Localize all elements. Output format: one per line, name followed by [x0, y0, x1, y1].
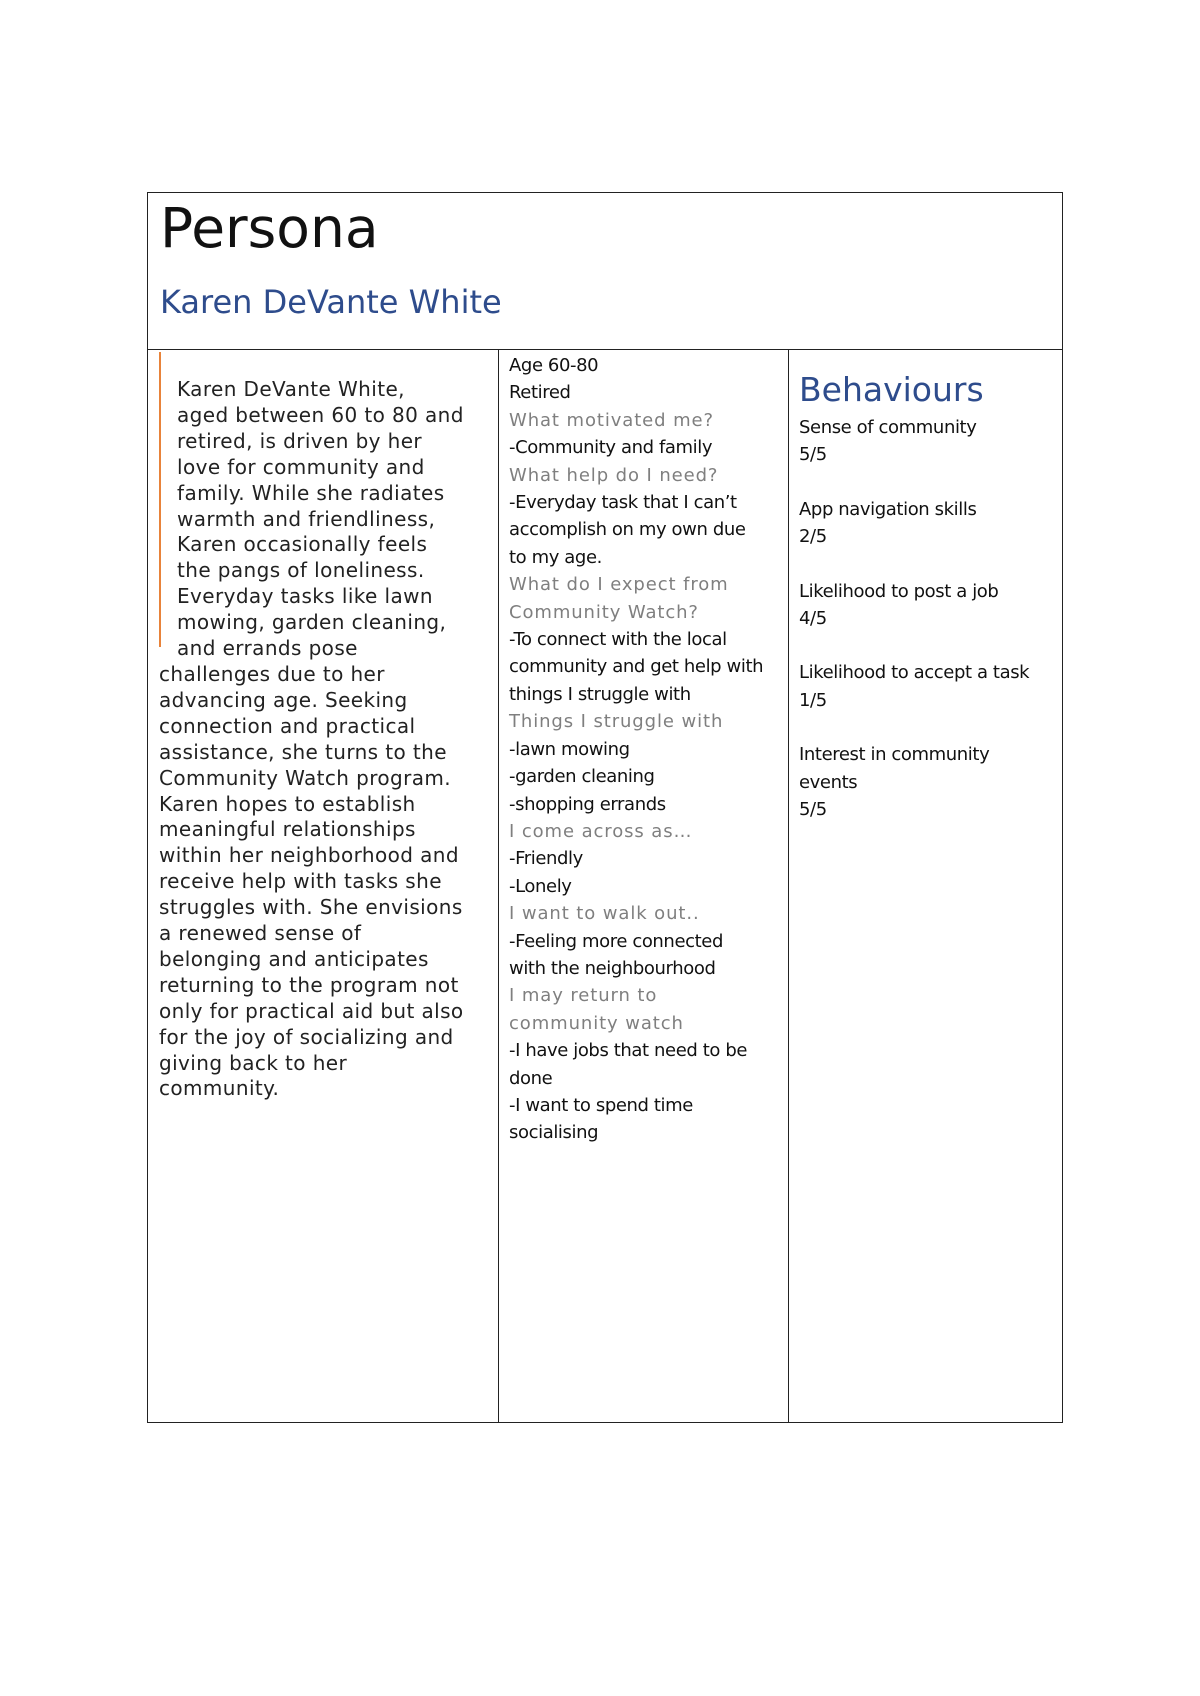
bio-line: giving back to her [159, 1050, 348, 1075]
bio-line: warmth and friendliness, [177, 506, 436, 531]
bio-line: retired, is driven by her [177, 428, 423, 453]
behaviour-score: 5/5 [799, 444, 827, 466]
bio-line: belonging and anticipates [159, 946, 429, 971]
bio-line: Karen hopes to establish [159, 791, 416, 816]
persona-name: Karen DeVante White [160, 283, 502, 321]
bio-line: connection and practical [159, 713, 416, 738]
detail-line: -lawn mowing [509, 738, 630, 760]
behaviour-score: 2/5 [799, 526, 827, 548]
detail-heading: I want to walk out.. [509, 903, 700, 925]
behaviour-score: 5/5 [799, 799, 827, 821]
bio-line: Community Watch program. [159, 765, 452, 790]
detail-line: -Feeling more connected [509, 930, 723, 952]
bio-line: and errands pose [177, 636, 358, 661]
bio-line: receive help with tasks she [159, 869, 442, 894]
detail-line: -To connect with the local [509, 629, 727, 651]
behaviour-label: events [799, 771, 858, 793]
detail-heading: community watch [509, 1012, 684, 1034]
behaviour-label: Likelihood to post a job [799, 580, 999, 602]
behaviour-item [799, 414, 1029, 469]
detail-heading: What help do I need? [509, 464, 719, 486]
bio-line: meaningful relationships [159, 817, 416, 842]
detail-line: -Community and family [509, 437, 713, 459]
bio-column [148, 350, 499, 1422]
bio-line: struggles with. She envisions [159, 895, 463, 920]
bio-line: advancing age. Seeking [159, 687, 408, 712]
bio-line: the pangs of loneliness. [177, 558, 425, 583]
bio-line: a renewed sense of [159, 921, 362, 946]
bio-line: Everyday tasks like lawn [177, 584, 433, 609]
bio-line: challenges due to her [159, 661, 385, 686]
detail-line: -I have jobs that need to be [509, 1040, 748, 1062]
bio-paragraph [159, 377, 489, 1102]
page-title: Persona [160, 196, 379, 260]
bio-line: Karen occasionally feels [177, 532, 428, 557]
details-column [499, 350, 789, 1422]
persona-header [148, 193, 1062, 350]
detail-line: community and get help with [509, 656, 764, 678]
persona-table [147, 192, 1063, 1423]
bio-line: aged between 60 to 80 and [177, 402, 464, 427]
behaviour-item [799, 578, 1029, 633]
detail-line: socialising [509, 1122, 599, 1144]
behaviours-column [789, 350, 1064, 1422]
bio-line: only for practical aid but also [159, 998, 464, 1023]
details-list [509, 352, 784, 1147]
detail-heading: I may return to [509, 985, 658, 1007]
detail-line: things I struggle with [509, 683, 691, 705]
detail-heading: Things I struggle with [509, 711, 724, 733]
bio-line: within her neighborhood and [159, 843, 459, 868]
behaviour-item [799, 659, 1029, 714]
detail-line: to my age. [509, 546, 602, 568]
detail-line: -I want to spend time [509, 1094, 693, 1116]
detail-line: -shopping errands [509, 793, 666, 815]
behaviour-label: Interest in community [799, 744, 990, 766]
detail-line: accomplish on my own due [509, 519, 746, 541]
bio-line: returning to the program not [159, 972, 459, 997]
detail-line: -garden cleaning [509, 766, 655, 788]
detail-heading: What do I expect from [509, 574, 729, 596]
detail-line: done [509, 1067, 553, 1089]
bio-line: mowing, garden cleaning, [177, 610, 447, 635]
behaviour-label: Sense of community [799, 417, 977, 438]
bio-line: Karen DeVante White, [177, 377, 405, 401]
bio-line: love for community and [177, 454, 425, 479]
detail-line: with the neighbourhood [509, 957, 716, 979]
detail-line: Retired [509, 382, 571, 404]
bio-line: family. While she radiates [177, 480, 445, 505]
behaviours-heading: Behaviours [799, 370, 984, 409]
behaviour-item [799, 496, 1029, 551]
behaviour-label: App navigation skills [799, 498, 977, 520]
detail-line: -Everyday task that I can’t [509, 492, 737, 514]
behaviour-score: 4/5 [799, 608, 827, 630]
behaviour-label: Likelihood to accept a task [799, 662, 1030, 684]
bio-line: assistance, she turns to the [159, 739, 447, 764]
detail-heading: What motivated me? [509, 409, 714, 431]
detail-heading: Community Watch? [509, 601, 699, 623]
detail-heading: I come across as… [509, 820, 693, 842]
detail-line: -Friendly [509, 848, 583, 870]
detail-line: -Lonely [509, 875, 572, 897]
bio-line: community. [159, 1076, 280, 1101]
behaviours-list [799, 414, 1029, 850]
behaviour-score: 1/5 [799, 689, 827, 711]
bio-line: for the joy of socializing and [159, 1024, 454, 1049]
behaviour-item [799, 741, 1029, 823]
detail-line: Age 60-80 [509, 355, 599, 376]
